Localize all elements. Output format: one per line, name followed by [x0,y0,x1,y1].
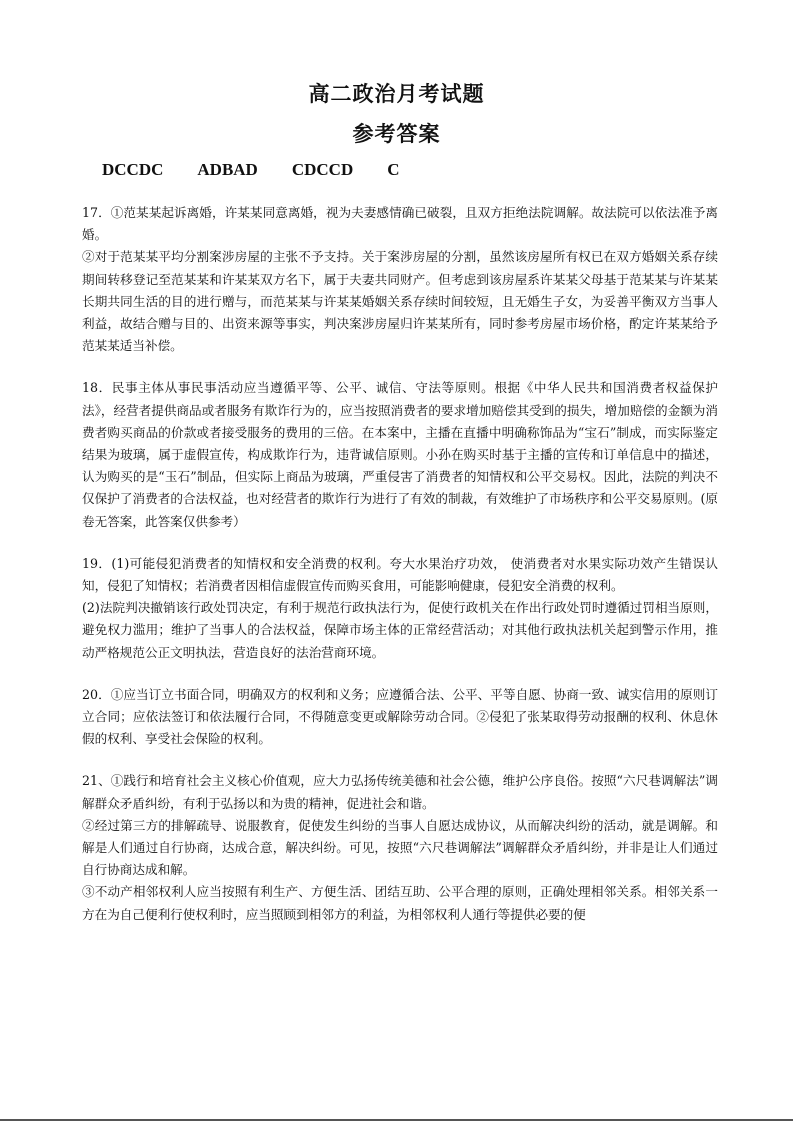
page-title: 高二政治月考试题 [308,81,485,106]
answer-group: ADBAD [197,160,258,179]
answer-group: DCCDC [102,160,164,179]
answer-content [82,202,718,926]
answer-paragraph: ②经过第三方的排解疏导、说服教育，促使发生纠纷的当事人自愿达成协议，从而解决纠纷的活动，就是调解。和解是人们通过自行协商，达成合意，解决纠纷。可见，按照“六尺巷调解法”调解群众矛盾纠纷，并非是让人们通过自行协商达成和解。 [82,817,718,878]
question-17 [82,202,718,357]
answer-paragraph: 17．①范某某起诉离婚，许某某同意离婚，视为夫妻感情确已破裂，且双方拒绝法院调解。故法院可以依法准予离婚。 [82,205,718,243]
answer-paragraph: ③不动产相邻权利人应当按照有利生产、方便生活、团结互助、公平合理的原则，正确处理相邻关系。相邻关系一方在为自己便利行使权利时，应当照顾到相邻方的利益，为相邻权利人通行等提供必要的便 [82,884,718,922]
answer-group: CDCCD [291,160,354,179]
answer-paragraph: 18．民事主体从事民事活动应当遵循平等、公平、诚信、守法等原则。根据《中华人民共和国消费者权益保护法》，经营者提供商品或者服务有欺诈行为的，应当按照消费者的要求增加赔偿其受到的损失，增加赔偿的金额为消费者购买商品的价款或者接受服务的费用的三倍。在本案中，主播在直播中明确称饰品为“宝石”制成，而实际鉴定结果为玻璃，属于虚假宣传，构成欺诈行为，违背诚信原则。小孙在购买时基于主播的宣传和订单信息中的描述，认为购买的是“玉石”制品，但实际上商品为玻璃，严重侵害了消费者的知情权和公平交易权。因此，法院的判决不仅保护了消费者的合法权益，也对经营者的欺诈行为进行了有效的制裁，有效维护了市场秩序和公平交易原则。(原卷无答案，此答案仅供参考） [82,380,718,529]
choice-answers [102,160,400,180]
answer-paragraph: 20．①应当订立书面合同，明确双方的权利和义务；应遵循合法、公平、平等自愿、协商一致、诚实信用的原则订立合同；应依法签订和依法履行合同，不得随意变更或解除劳动合同。②侵犯了张某取得劳动报酬的权利、休息休假的权利、享受社会保险的权利。 [82,686,718,747]
answer-group: C [387,160,400,179]
answer-paragraph: (2)法院判决撤销该行政处罚决定，有利于规范行政执法行为，促使行政机关在作出行政处罚时遵循过罚相当原则，避免权力滥用；维护了当事人的合法权益，保障市场主体的正常经营活动；对其他行政执法机关起到警示作用，推动严格规范公正文明执法，营造良好的法治营商环境。 [82,600,718,660]
answer-paragraph: 21、①践行和培育社会主义核心价值观，应大力弘扬传统美德和社会公德，维护公序良俗。按照“六尺巷调解法”调解群众矛盾纠纷，有利于弘扬以和为贵的精神，促进社会和谐。 [82,773,718,811]
question-19 [82,553,718,664]
page-bottom-rule [0,1119,793,1121]
answer-paragraph: 19．(1)可能侵犯消费者的知情权和安全消费的权利。夸大水果治疗功效， 使消费者对水果实际功效产生错误认知，侵犯了知情权；若消费者因相信虚假宣传而购买食用，可能影响健康，侵犯安全消费的权利。 [82,555,718,594]
page-subtitle: 参考答案 [352,121,441,146]
answer-paragraph: ②对于范某某平均分割案涉房屋的主张不予支持。关于案涉房屋的分割，虽然该房屋所有权已在双方婚姻关系存续期间转移登记至范某某和许某某双方名下，属于夫妻共同财产。但考虑到该房屋系许某某父母基于范某某与许某某长期共同生活的目的进行赠与，而范某某与许某某婚姻关系存续时间较短，且无婚生子女，为妥善平衡双方当事人利益，故结合赠与目的、出资来源等事实，判决案涉房屋归许某某所有，同时参考房屋市场价格，酌定许某某给予范某某适当补偿。 [82,249,718,354]
question-20 [82,684,718,751]
question-21 [82,770,718,925]
question-18 [82,377,718,532]
